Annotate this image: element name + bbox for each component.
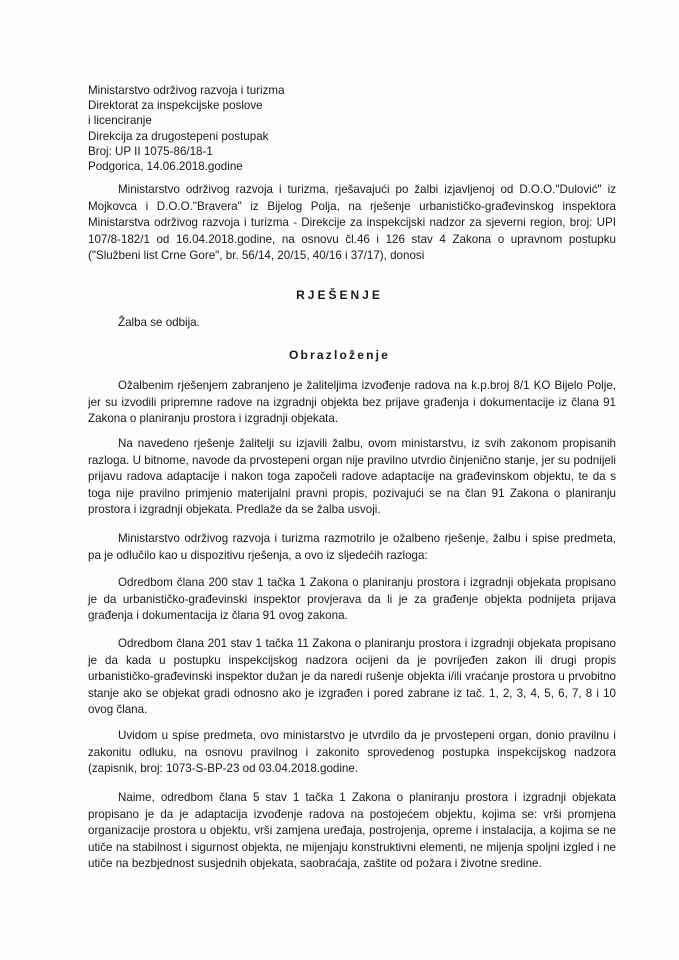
department-name: Direkcija za drugostepeni postupak — [88, 129, 269, 143]
directorate-name: Direktorat za inspekcijske poslove — [88, 99, 263, 113]
paragraph-block-2 — [88, 436, 616, 519]
letterhead — [88, 83, 388, 174]
paragraph-block-4 — [88, 575, 616, 625]
decision-title: RJEŠENJE — [296, 288, 383, 302]
paragraph: Ministarstvo održivog razvoja i turizma razmotrilo je ožalbeno rješenje, žalbu i spise predmeta, pa je odlučilo kao u dispozitivu rješenja, a ovo iz sljedećih razloga: — [88, 532, 616, 562]
intro-paragraph-block — [88, 182, 616, 265]
case-number: Broj: UP II 1075-86/18-1 — [88, 144, 213, 158]
directorate-name-cont: i licenciranje — [88, 114, 152, 128]
paragraph: Na navedeno rješenje žalitelji su izjavili žalbu, ovom ministarstvu, iz svih zakonom propisanih razloga. U bitnome, navode da prvostepeni organ nije pravilno utvrdio činjenično stanje, jer su podnijeli prijavu radova adaptacije i nakon toga započeli radove adaptacije na građevinskom objektu, te da s toga nije pravilno primjenio materijalni pravni propis, pozivajući se na član 91 Zakona o planiranju prostora i izgradnji objekata. Predlaže da se žalba usvoji. — [88, 437, 616, 517]
paragraph-block-3 — [88, 531, 616, 564]
ministry-name: Ministarstvo održivog razvoja i turizma — [88, 84, 285, 97]
paragraph-block-7 — [88, 790, 616, 873]
paragraph-block-1 — [88, 378, 616, 428]
document-date: Podgorica, 14.06.2018.godine — [88, 160, 243, 174]
reasoning-title: Obrazloženje — [288, 348, 391, 362]
paragraph-block-5 — [88, 636, 616, 719]
intro-paragraph: Ministarstvo održivog razvoja i turizma, rješavajući po žalbi izjavljenoj od D.O.O."Dulović" iz Mojkovca i D.O.O."Bravera" iz Bijelog Polja, na rješenje urbanističko-građevinskog inspektora Ministarstva održivog razvoja i turizma - Direkcije za inspekcijski nadzor za sjeverni region, broj: UPI 107/8-182/1 od 16.04.2018.godine, na osnovu čl.46 i 126 stav 4 Zakona o upravnom postupku ("Službeni list Crne Gore", br. 56/14, 20/15, 40/16 i 37/17), donosi — [88, 183, 616, 263]
paragraph: Odredbom člana 200 stav 1 tačka 1 Zakona o planiranju prostora i izgradnji objekata propisano je da urbanističko-građevinski inspektor provjerava da li je za građenje objekta podnijeta prijava građenja i dokumentacija iz člana 91 ovog zakona. — [88, 576, 616, 623]
decision-text: Žalba se odbija. — [118, 316, 200, 329]
paragraph: Ožalbenim rješenjem zabranjeno je žaliteljima izvođenje radova na k.p.broj 8/1 KO Bijelo Polje, jer su izvodili pripremne radove na izgradnji objekta bez prijave građenja i dokumentacije iz člana 91 Zakona o planiranju prostora i izgradnji objekata. — [88, 379, 616, 426]
paragraph-block-6 — [88, 728, 616, 778]
paragraph: Odredbom člana 201 stav 1 tačka 11 Zakona o planiranju prostora i izgradnji objekata propisano je da kada u postupku inspekcijskog nadzora ocijeni da je povrijeđen zakon ili drugi propis urbanističko-građevinski inspektor dužan je da naredi rušenje objekta i/ili vraćanje prostora u prvobitno stanje ako se objekat gradi odnosno ako je izgrađen i pored zabrane iz tač. 1, 2, 3, 4, 5, 6, 7, 8 i 10 ovog člana. — [88, 637, 616, 717]
paragraph: Uvidom u spise predmeta, ovo ministarstvo je utvrdilo da je prvostepeni organ, donio pravilnu i zakonitu odluku, na osnovu pravilnog i zakonito sprovedenog postupka inspekcijskog nadzora (zapisnik, broj: 1073-S-BP-23 od 03.04.2018.godine. — [88, 729, 616, 776]
paragraph: Naime, odredbom člana 5 stav 1 tačka 1 Zakona o planiranju prostora i izgradnji objekata propisano je da je adaptacija izvođenje radova na postojećem objektu, kojima se: vrši promjena organizacije prostora u objektu, vrši zamjena uređaja, postrojenja, opreme i instalacija, a kojima se ne utiče na stabilnost i sigurnost objekta, ne mijenjaju konstruktivni elementi, ne mijenja spoljni izgled i ne utiče na bezbjednost susjednih objekata, saobraćaja, zaštite od požara i životne sredine. — [88, 791, 616, 871]
